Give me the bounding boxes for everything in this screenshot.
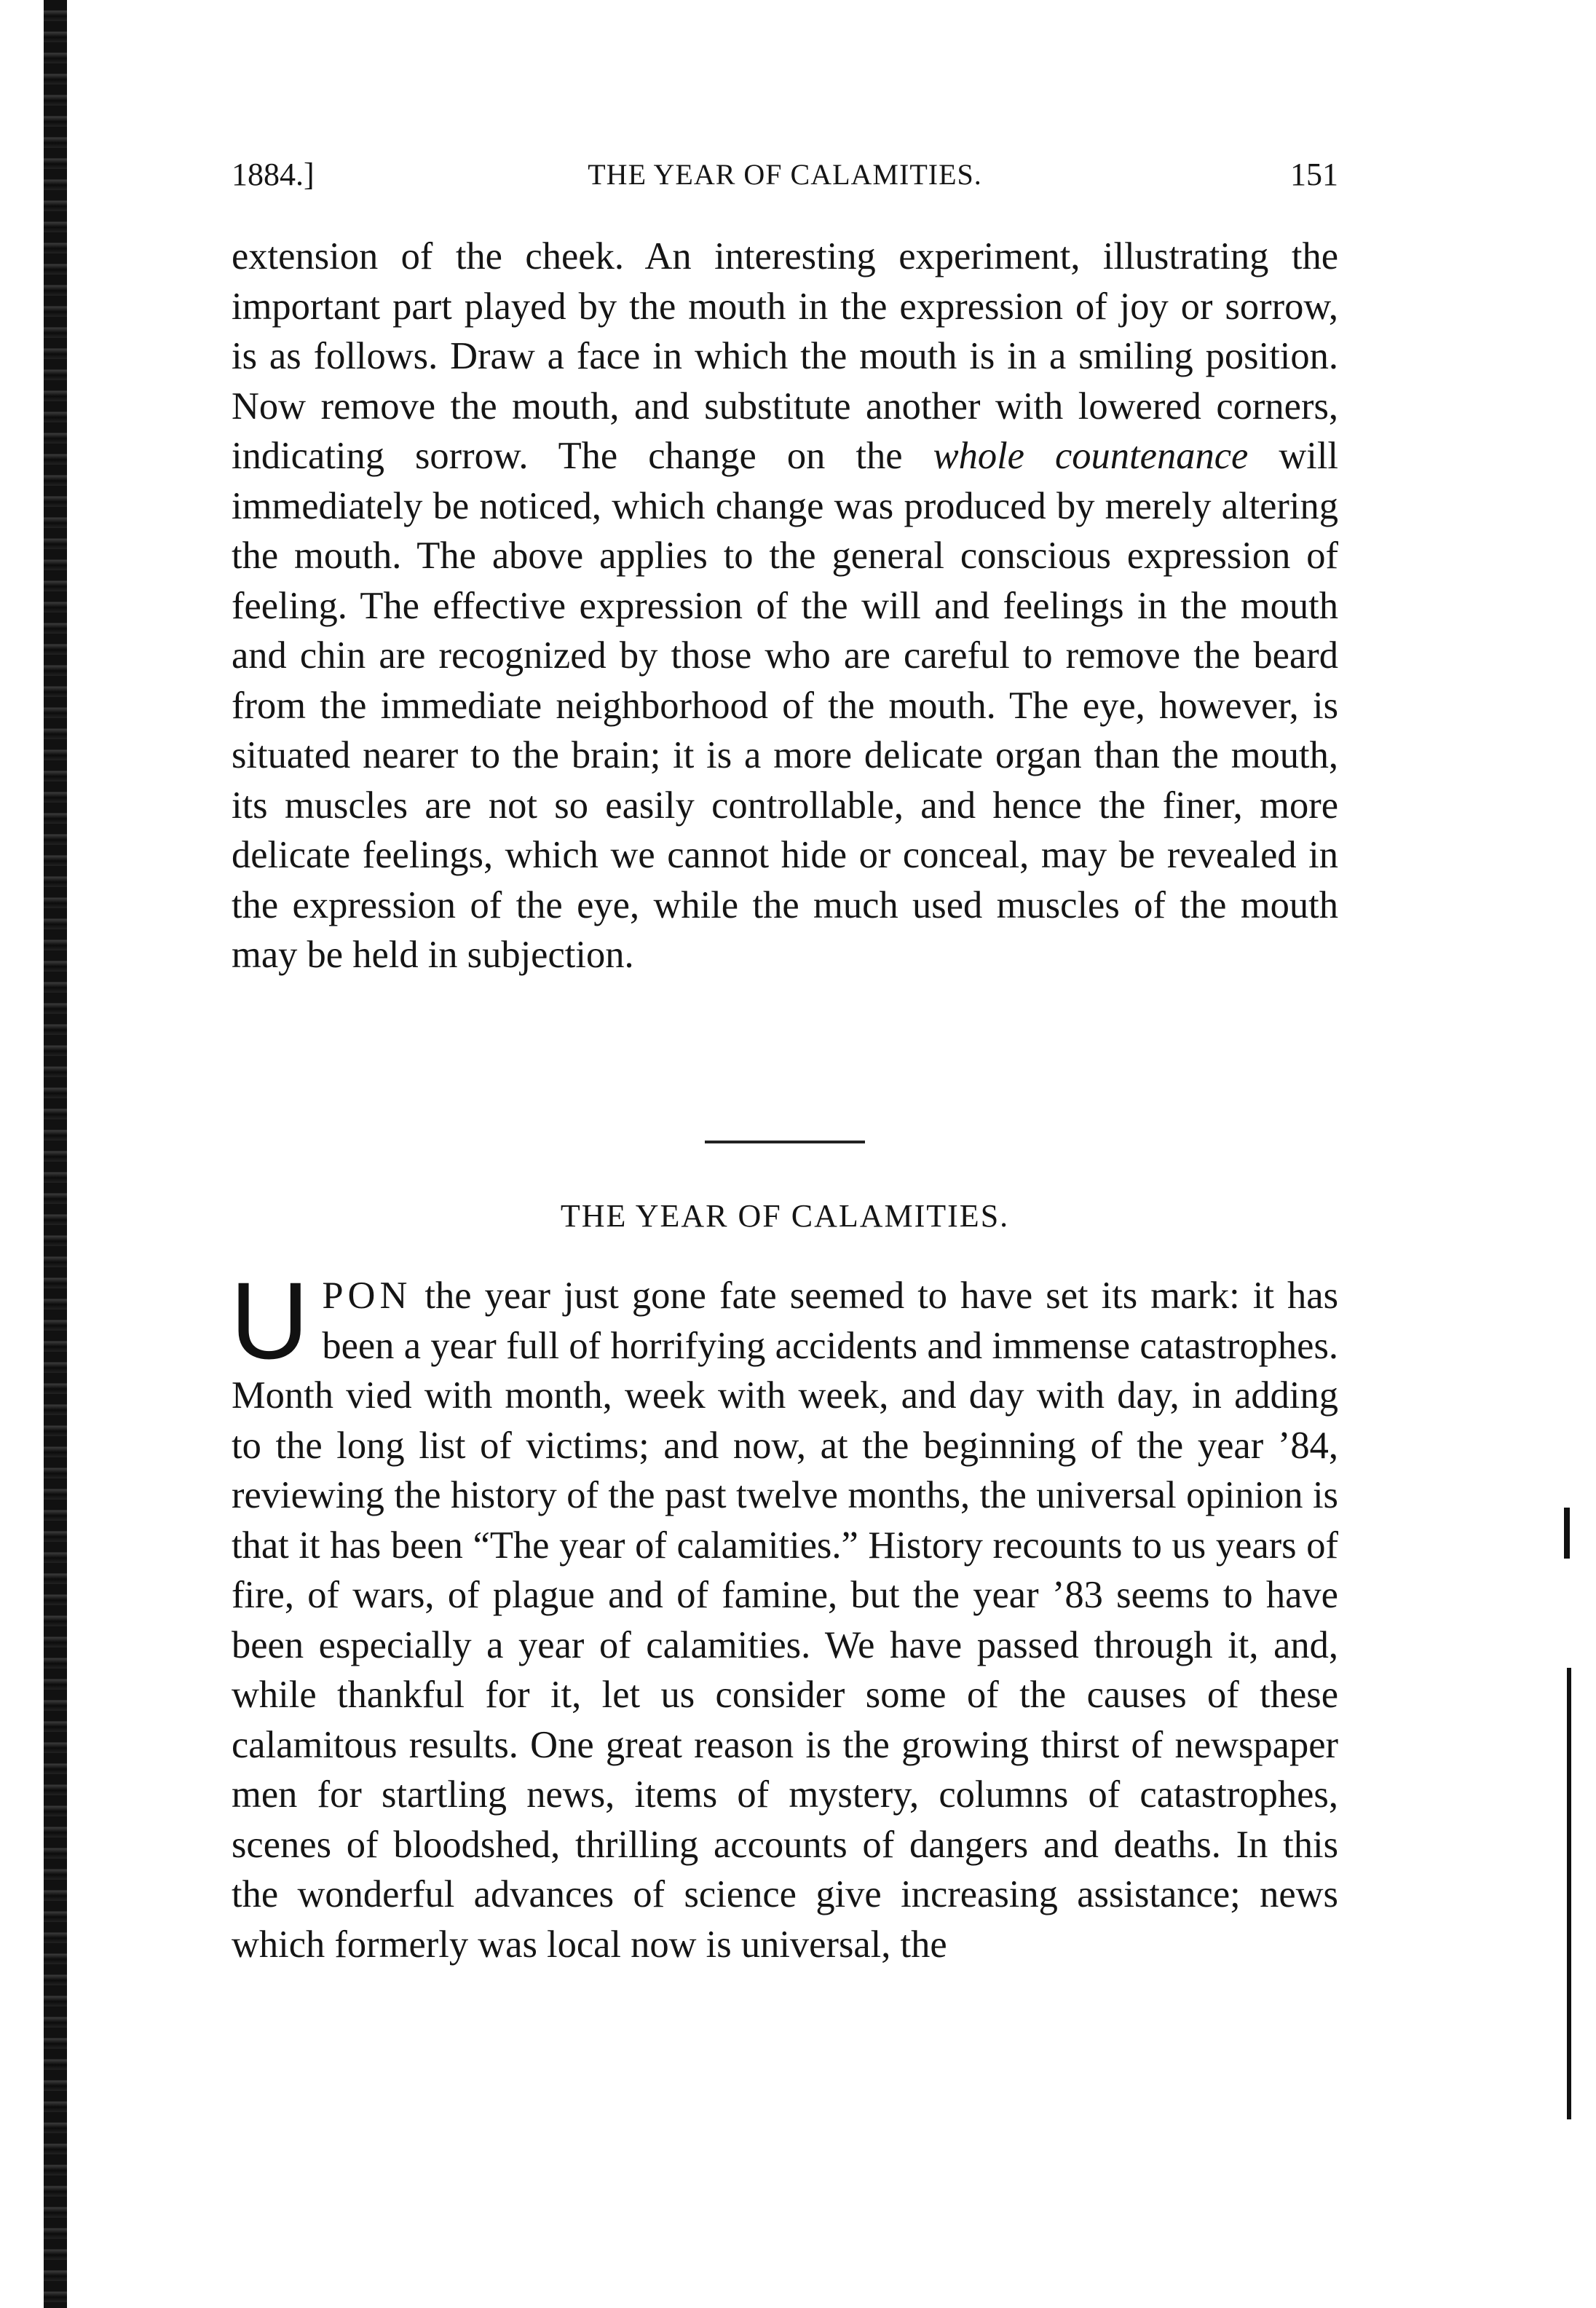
margin-mark — [1564, 1508, 1570, 1559]
article-heading: THE YEAR OF CALAMITIES. — [560, 1198, 1010, 1234]
paragraph — [232, 232, 1338, 980]
margin-mark — [1567, 1668, 1571, 2119]
running-head-year: 1884.] — [232, 157, 315, 192]
italic-phrase: whole countenance — [933, 435, 1249, 477]
paragraph — [230, 1259, 1339, 1969]
previous-article-text — [232, 232, 1338, 980]
text-run: will immediately be noticed, which change was produced by merely altering the mouth. The above applies to the general conscious expression of feeling. The effective expression of the will and feelings in the mouth and chin are recognized by those who are careful to remove the beard from the immediate neighborhood of the mouth. The eye, however, is situated nearer to the brain; it is a more delicate organ than the mouth, its muscles are not so easily controllable, and hence the finer, more delicate feelings, which we cannot hide or conceal, may be revealed in the expression of the eye, while the much used muscles of the mouth may be held in subjection. — [232, 435, 1339, 976]
article-text — [230, 1259, 1339, 1969]
lead-caps: PON — [322, 1275, 412, 1317]
binding-edge — [44, 0, 67, 2308]
text-run: extension of the cheek. An interesting experiment, illustrating the important part played by the mouth in the expression of joy or sorrow, is as follows. Draw a face in which the mouth is in a smiling position. Now remove the mouth, and substitute another with lowered corners, indicating sorrow. The change on the — [232, 235, 1338, 477]
drop-cap: U — [230, 1259, 309, 1382]
text-run: the year just gone fate seemed to have set its mark: it has been a year full of horrifying accidents and immense catastrophes. Month vied with month, week with week, and day with day, in adding to the long list of victims; and now, at the beginning of the year ’84, reviewing the history of the past twelve months, the universal opinion is that it has been “The year of calamities.” History recounts to us years of fire, of wars, of plague and of famine, but the year ’83 seems to have been especially a year of calamities. We have passed through it, and, while thankful for it, let us consider some of the causes of these calamitous results. One great reason is the growing thirst of newspaper men for startling news, items of mystery, columns of catastrophes, scenes of bloodshed, thrilling accounts of dangers and deaths. In this the wonderful advances of science give increasing assistance; news which formerly was local now is universal, the — [232, 1275, 1339, 1966]
section-divider — [705, 1141, 865, 1143]
page-number: 151 — [1290, 157, 1338, 192]
running-head — [232, 149, 1338, 200]
running-head-title: THE YEAR OF CALAMITIES. — [588, 158, 982, 191]
